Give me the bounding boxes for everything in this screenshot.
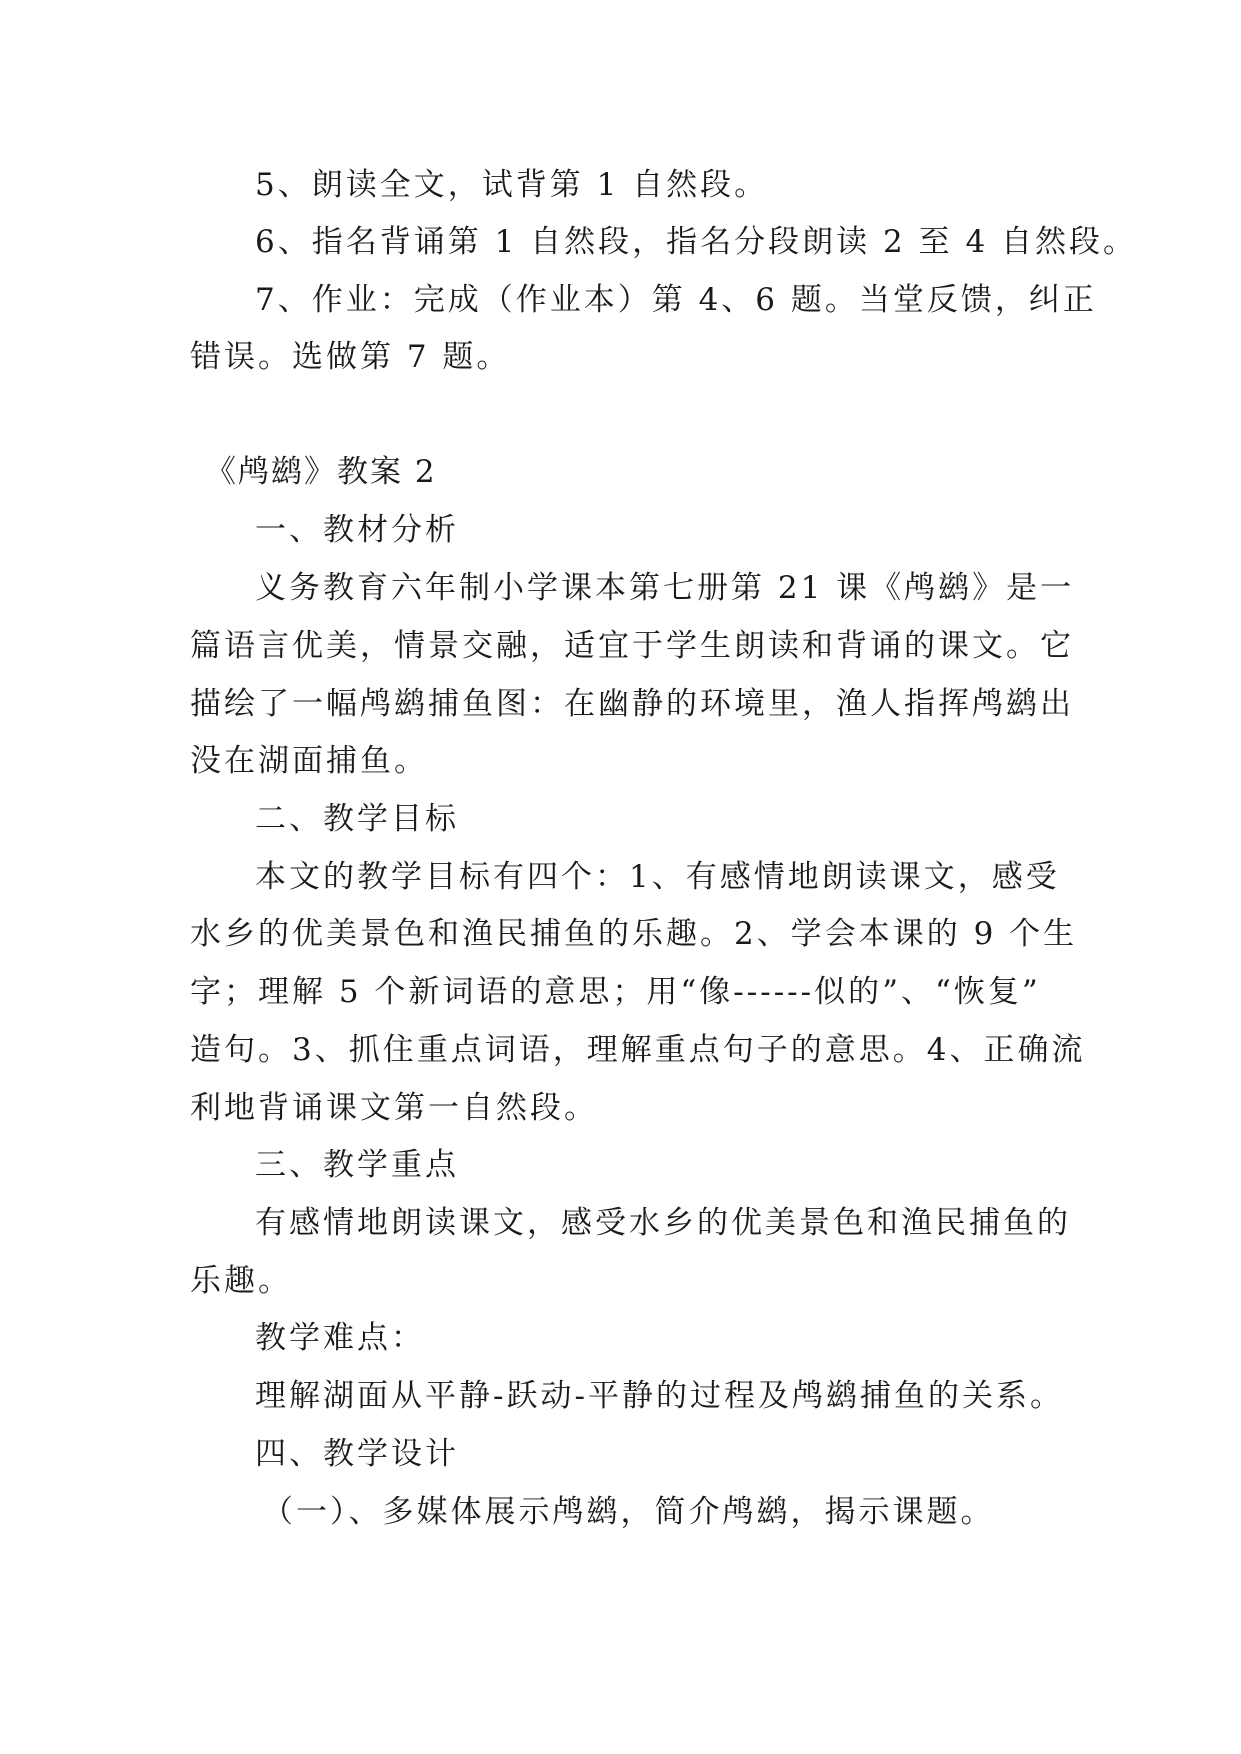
paragraph-line: 理解湖面从平静-跃动-平静的过程及鸬鹚捕鱼的关系。 bbox=[255, 1378, 1064, 1414]
paragraph-line: 没在湖面捕鱼。 bbox=[190, 743, 428, 779]
section-title: 《鸬鹚》教案 2 bbox=[205, 454, 437, 490]
paragraph-line: 篇语言优美，情景交融，适宜于学生朗读和背诵的课文。它 bbox=[190, 628, 1074, 664]
step-5-line: 5、朗读全文，试背第 1 自然段。 bbox=[255, 167, 769, 203]
step-6-line: 6、指名背诵第 1 自然段，指名分段朗读 2 至 4 自然段。 bbox=[255, 224, 1138, 260]
heading-teaching-focus: 三、教学重点 bbox=[255, 1147, 459, 1183]
heading-material-analysis: 一、教材分析 bbox=[255, 512, 459, 548]
step-7-continuation: 错误。选做第 7 题。 bbox=[190, 339, 511, 375]
heading-teaching-difficulty: 教学难点： bbox=[255, 1320, 425, 1356]
heading-teaching-design: 四、教学设计 bbox=[255, 1436, 459, 1472]
paragraph-line: 造句。3、抓住重点词语，理解重点句子的意思。4、正确流 bbox=[190, 1032, 1086, 1068]
paragraph-line: 有感情地朗读课文，感受水乡的优美景色和渔民捕鱼的 bbox=[255, 1205, 1071, 1241]
paragraph-line: 本文的教学目标有四个：1、有感情地朗读课文，感受 bbox=[255, 859, 1060, 895]
paragraph-line: 描绘了一幅鸬鹚捕鱼图：在幽静的环境里，渔人指挥鸬鹚出 bbox=[190, 686, 1074, 722]
paragraph-line: 义务教育六年制小学课本第七册第 21 课《鸬鹚》是一 bbox=[255, 570, 1075, 606]
paragraph-line: 水乡的优美景色和渔民捕鱼的乐趣。2、学会本课的 9 个生 bbox=[190, 916, 1078, 952]
design-step-1: （一）、多媒体展示鸬鹚，简介鸬鹚，揭示课题。 bbox=[262, 1494, 995, 1530]
heading-teaching-goals: 二、教学目标 bbox=[255, 801, 459, 837]
paragraph-line: 乐趣。 bbox=[190, 1263, 292, 1299]
paragraph-line: 利地背诵课文第一自然段。 bbox=[190, 1090, 598, 1126]
paragraph-line: 字；理解 5 个新词语的意思；用“像------似的”、“恢复” bbox=[190, 974, 1041, 1010]
step-7-line: 7、作业：完成（作业本）第 4、6 题。当堂反馈，纠正 bbox=[255, 282, 1097, 318]
